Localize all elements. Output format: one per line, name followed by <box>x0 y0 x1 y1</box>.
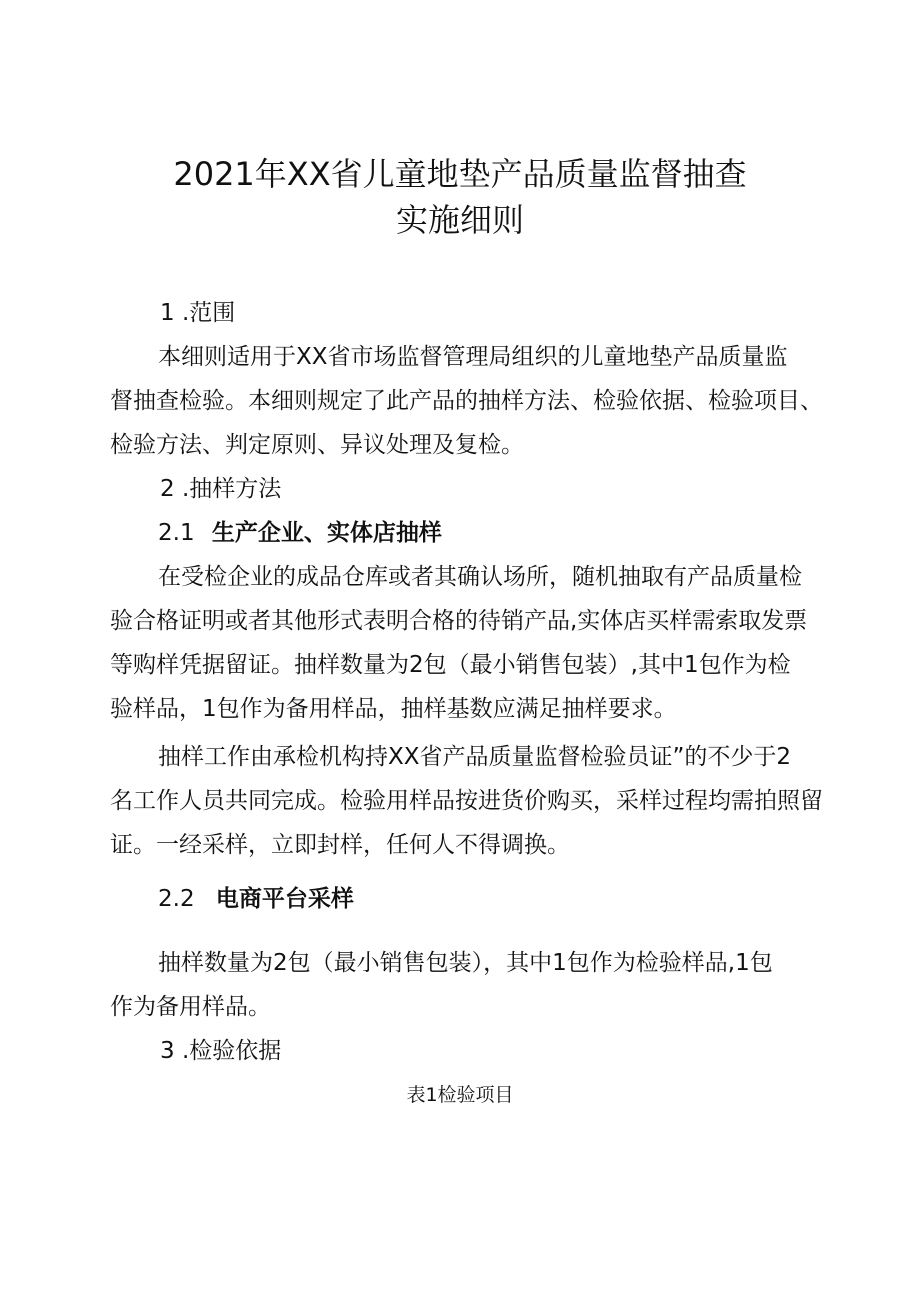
section-1-paragraph-line-2: 督抽查检验。本细则规定了此产品的抽样方法、检验依据、检验项目、 <box>110 388 823 414</box>
section-2-1-paragraph-2-line-1: 抽样工作由承检机构持XX省产品质量监督检验员证”的不少于2 <box>158 744 792 770</box>
section-2-1-number: 2.1 <box>158 520 195 546</box>
section-1-paragraph-line-1: 本细则适用于XX省市场监督管理局组织的儿童地垫产品质量监 <box>158 344 788 370</box>
section-2-1-title: 生产企业、实体店抽样 <box>211 520 442 546</box>
section-2-1-heading <box>158 518 442 548</box>
section-2-1-paragraph-1-line-4: 验样品，1包作为备用样品，抽样基数应满足抽样要求。 <box>110 696 677 722</box>
section-2-1-paragraph-1-line-3: 等购样凭据留证。抽样数量为2包（最小销售包装）,其中1包作为检 <box>110 652 791 678</box>
section-2-2-paragraph-line-2: 作为备用样品。 <box>110 994 271 1020</box>
section-2-2-heading <box>158 884 354 914</box>
section-2-1-paragraph-1-line-2: 验合格证明或者其他形式表明合格的待销产品,实体店买样需索取发票 <box>110 608 808 634</box>
table-caption: 表1检验项目 <box>406 1084 514 1106</box>
document-title-line-2: 实施细则 <box>395 201 524 239</box>
section-1-paragraph-line-3: 检验方法、判定原则、异议处理及复检。 <box>110 432 524 458</box>
section-3-heading: 3 .检验依据 <box>160 1038 282 1064</box>
section-2-2-paragraph-line-1: 抽样数量为2包（最小销售包装），其中1包作为检验样品,1包 <box>158 950 773 976</box>
section-2-1-paragraph-2-line-2: 名工作人员共同完成。检验用样品按进货价购买，采样过程均需拍照留 <box>110 788 823 814</box>
section-2-2-title: 电商平台采样 <box>215 886 354 912</box>
section-2-heading: 2 .抽样方法 <box>160 476 282 502</box>
section-2-1-paragraph-1-line-1: 在受检企业的成品仓库或者其确认场所，随机抽取有产品质量检 <box>158 564 802 590</box>
document-title-line-1: 2021年XX省儿童地垫产品质量监督抽查 <box>173 155 747 193</box>
section-2-1-paragraph-2-line-3: 证。一经采样，立即封样，任何人不得调换。 <box>110 832 570 858</box>
section-2-2-number: 2.2 <box>158 886 195 912</box>
section-1-heading: 1 .范围 <box>160 300 236 326</box>
